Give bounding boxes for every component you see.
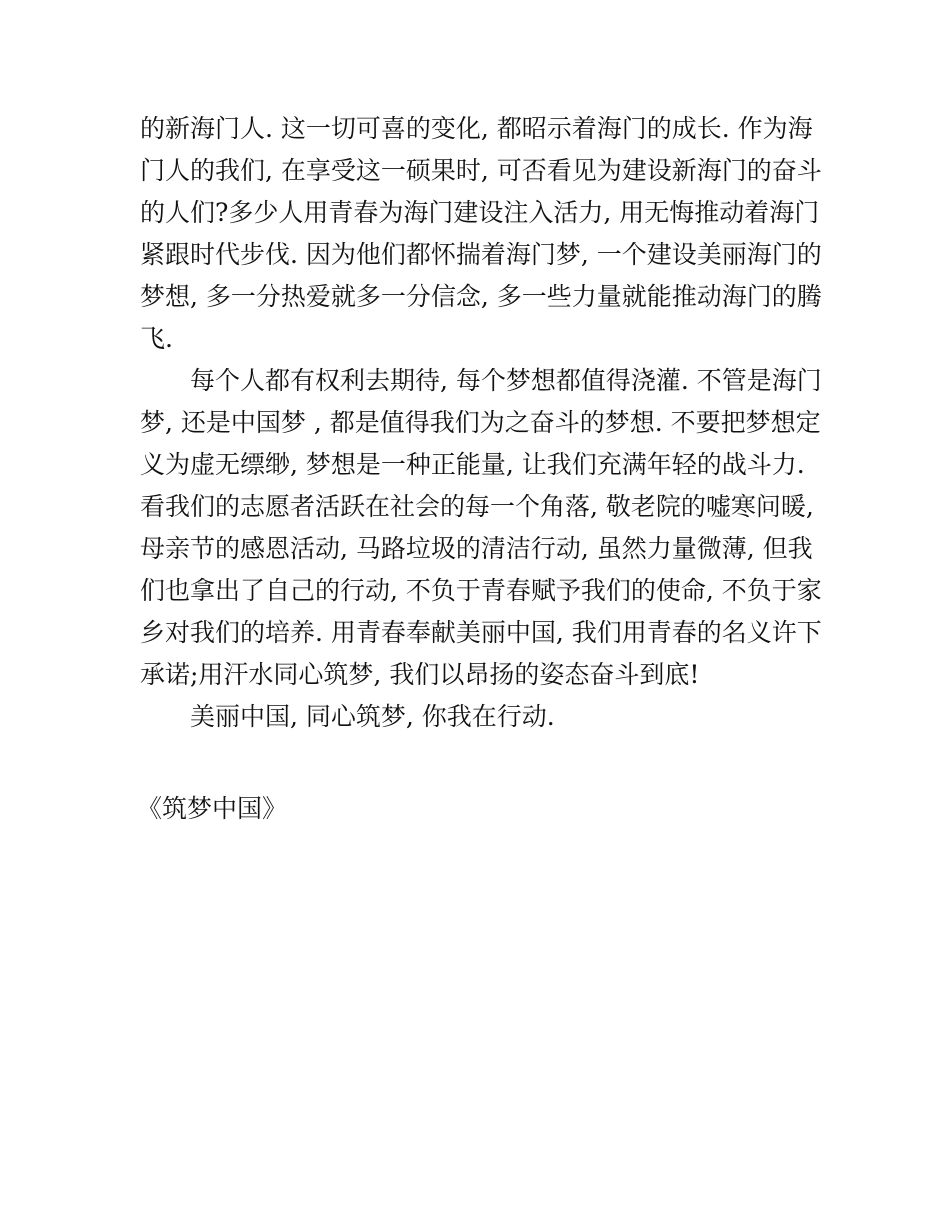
text-line: 义为虚无缥缈, 梦想是一种正能量, 让我们充满年轻的战斗力. <box>140 450 805 479</box>
text-line: 看我们的志愿者活跃在社会的每一个角落, 敬老院的嘘寒问暖, <box>140 492 814 521</box>
document-body <box>140 108 820 738</box>
text-line: 的新海门人. 这一切可喜的变化, 都昭示着海门的成长. 作为海 <box>140 114 813 143</box>
text-line: 梦, 还是中国梦 , 都是值得我们为之奋斗的梦想. 不要把梦想定 <box>140 408 821 437</box>
section-title: 《筑梦中国》 <box>137 794 288 823</box>
text-line: 们也拿出了自己的行动, 不负于青春赋予我们的使命, 不负于家 <box>140 576 822 605</box>
text-line: 飞. <box>140 324 173 353</box>
text-line: 门人的我们, 在享受这一硕果时, 可否看见为建设新海门的奋斗 <box>140 156 822 185</box>
text-line: 每个人都有权利去期待, 每个梦想都值得浇灌. 不管是海门 <box>190 366 822 395</box>
text-line: 乡对我们的培养. 用青春奉献美丽中国, 我们用青春的名义许下 <box>140 618 822 647</box>
text-line: 梦想, 多一分热爱就多一分信念, 多一些力量就能推动海门的腾 <box>140 282 822 311</box>
text-line: 的人们?多少人用青春为海门建设注入活力, 用无悔推动着海门 <box>140 198 820 227</box>
paragraph-2 <box>140 360 820 696</box>
paragraph-1 <box>140 108 820 360</box>
paragraph-3 <box>140 696 820 738</box>
text-line: 美丽中国, 同心筑梦, 你我在行动. <box>190 702 555 731</box>
text-line: 承诺;用汗水同心筑梦, 我们以昂扬的姿态奋斗到底! <box>140 660 700 689</box>
text-line: 母亲节的感恩活动, 马路垃圾的清洁行动, 虽然力量微薄, 但我 <box>140 534 813 563</box>
text-line: 紧跟时代步伐. 因为他们都怀揣着海门梦, 一个建设美丽海门的 <box>140 240 822 269</box>
